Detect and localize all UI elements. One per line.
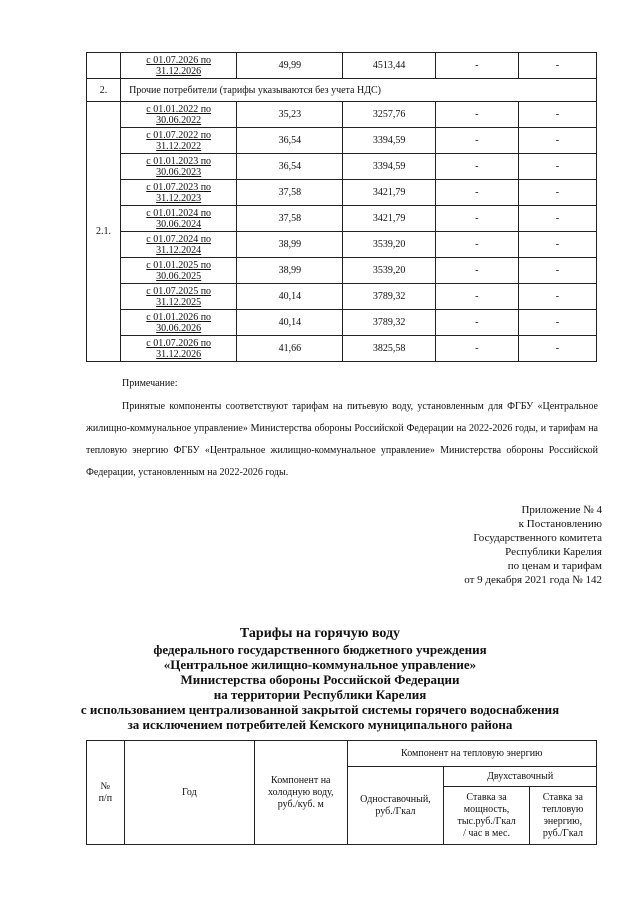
- table-row: [87, 206, 597, 232]
- power-rate-cell: -: [435, 206, 518, 232]
- cold-water-cell: 40,14: [237, 284, 343, 310]
- period-cell: с 01.07.2022 по 31.12.2022: [121, 128, 237, 154]
- header-single-rate: Одноставочный, руб./Гкал: [347, 767, 444, 845]
- table-row: [87, 180, 597, 206]
- energy-rate-cell: -: [518, 53, 596, 79]
- energy-rate-cell: -: [518, 284, 596, 310]
- cold-water-cell: 37,58: [237, 206, 343, 232]
- period-cell: с 01.01.2024 по 30.06.2024: [121, 206, 237, 232]
- note-heading: Примечание:: [122, 378, 178, 389]
- period-cell: с 01.07.2023 по 31.12.2023: [121, 180, 237, 206]
- single-rate-cell: 3257,76: [343, 102, 435, 128]
- table-row: [87, 258, 597, 284]
- period-cell: с 01.01.2023 по 30.06.2023: [121, 154, 237, 180]
- header-year: Год: [124, 741, 254, 845]
- title-line: с использованием централизованной закрытой системы горячего водоснабжения: [80, 702, 560, 717]
- appendix-block: [342, 503, 602, 587]
- appendix-line: к Постановлению: [518, 518, 602, 530]
- single-rate-cell: 4513,44: [343, 53, 435, 79]
- single-rate-cell: 3789,32: [343, 310, 435, 336]
- table-row: [87, 284, 597, 310]
- single-rate-cell: 3421,79: [343, 180, 435, 206]
- energy-rate-cell: -: [518, 310, 596, 336]
- power-rate-cell: -: [435, 154, 518, 180]
- period-cell: с 01.01.2025 по 30.06.2025: [121, 258, 237, 284]
- table-row: [87, 53, 597, 79]
- single-rate-cell: 3539,20: [343, 258, 435, 284]
- power-rate-cell: -: [435, 53, 518, 79]
- header-cold-water: Компонент на холодную воду, руб./куб. м: [254, 741, 347, 845]
- period-cell: с 01.07.2025 по 31.12.2025: [121, 284, 237, 310]
- single-rate-cell: 3825,58: [343, 336, 435, 362]
- table-row: [87, 336, 597, 362]
- energy-rate-cell: -: [518, 154, 596, 180]
- single-rate-cell: 3789,32: [343, 284, 435, 310]
- power-rate-cell: -: [435, 284, 518, 310]
- group-number: 2.1.: [87, 102, 121, 362]
- single-rate-cell: 3421,79: [343, 206, 435, 232]
- header-thermal: Компонент на тепловую энергию: [347, 741, 596, 767]
- cold-water-cell: 36,54: [237, 154, 343, 180]
- period-cell: с 01.01.2022 по 30.06.2022: [121, 102, 237, 128]
- table-row: [87, 154, 597, 180]
- title-line: Тарифы на горячую воду: [239, 626, 401, 641]
- cold-water-cell: 36,54: [237, 128, 343, 154]
- energy-rate-cell: -: [518, 336, 596, 362]
- table-row: [87, 232, 597, 258]
- period-cell: с 01.07.2026 по 31.12.2026: [121, 53, 237, 79]
- header-number: № п/п: [87, 741, 125, 845]
- tariff-table-bottom-header: [86, 740, 597, 845]
- energy-rate-cell: -: [518, 206, 596, 232]
- cold-water-cell: 40,14: [237, 310, 343, 336]
- table-row: [87, 102, 597, 128]
- title-line: «Центральное жилищно-коммунальное управление»: [163, 657, 477, 672]
- title-line: Министерства обороны Российской Федерации: [180, 672, 460, 687]
- appendix-line: Республики Карелия: [505, 546, 602, 558]
- power-rate-cell: -: [435, 258, 518, 284]
- appendix-line: Приложение № 4: [521, 504, 602, 516]
- header-energy-rate: Ставка за тепловую энергию, руб./Гкал: [529, 787, 596, 845]
- note-text: Принятые компоненты соответствуют тарифам на питьевую воду, установленным для ФГБУ «Центральное жилищно-коммунальное управление» Министерства обороны Российской Федерации на 2022-2026 годы, и тарифам на тепловую энергию ФГБУ «Центральное жилищно-коммунальное управление» Министерства обороны Российской Федерации, установленным на 2022-2026 годы.: [86, 401, 598, 478]
- appendix-line: от 9 декабря 2021 года № 142: [464, 574, 602, 586]
- power-rate-cell: -: [435, 128, 518, 154]
- title-line: федерального государственного бюджетного учреждения: [153, 642, 487, 657]
- cold-water-cell: 37,58: [237, 180, 343, 206]
- single-rate-cell: 3539,20: [343, 232, 435, 258]
- power-rate-cell: -: [435, 180, 518, 206]
- cold-water-cell: 35,23: [237, 102, 343, 128]
- energy-rate-cell: -: [518, 180, 596, 206]
- energy-rate-cell: -: [518, 102, 596, 128]
- cold-water-cell: 41,66: [237, 336, 343, 362]
- power-rate-cell: -: [435, 336, 518, 362]
- energy-rate-cell: -: [518, 258, 596, 284]
- table-row: [87, 128, 597, 154]
- single-rate-cell: 3394,59: [343, 128, 435, 154]
- title-line: за исключением потребителей Кемского муниципального района: [127, 717, 513, 732]
- cold-water-cell: 38,99: [237, 232, 343, 258]
- category-number: 2.: [87, 79, 121, 102]
- power-rate-cell: -: [435, 232, 518, 258]
- energy-rate-cell: -: [518, 128, 596, 154]
- power-rate-cell: -: [435, 102, 518, 128]
- document-title: [0, 625, 640, 732]
- title-line: на территории Республики Карелия: [213, 687, 427, 702]
- period-cell: с 01.07.2024 по 31.12.2024: [121, 232, 237, 258]
- appendix-line: по ценам и тарифам: [507, 560, 602, 572]
- cold-water-cell: 49,99: [237, 53, 343, 79]
- category-label: Прочие потребители (тарифы указываются без учета НДС): [121, 79, 597, 102]
- header-two-rate: Двухставочный: [444, 767, 597, 787]
- category-row: [87, 79, 597, 102]
- header-power-rate: Ставка за мощность, тыс.руб./Гкал / час в мес.: [444, 787, 530, 845]
- appendix-line: Государственного комитета: [473, 532, 602, 544]
- row-number-cell: [87, 53, 121, 79]
- cold-water-cell: 38,99: [237, 258, 343, 284]
- single-rate-cell: 3394,59: [343, 154, 435, 180]
- tariff-table-top: [86, 52, 597, 362]
- energy-rate-cell: -: [518, 232, 596, 258]
- power-rate-cell: -: [435, 310, 518, 336]
- period-cell: с 01.01.2026 по 30.06.2026: [121, 310, 237, 336]
- period-cell: с 01.07.2026 по 31.12.2026: [121, 336, 237, 362]
- table-row: [87, 310, 597, 336]
